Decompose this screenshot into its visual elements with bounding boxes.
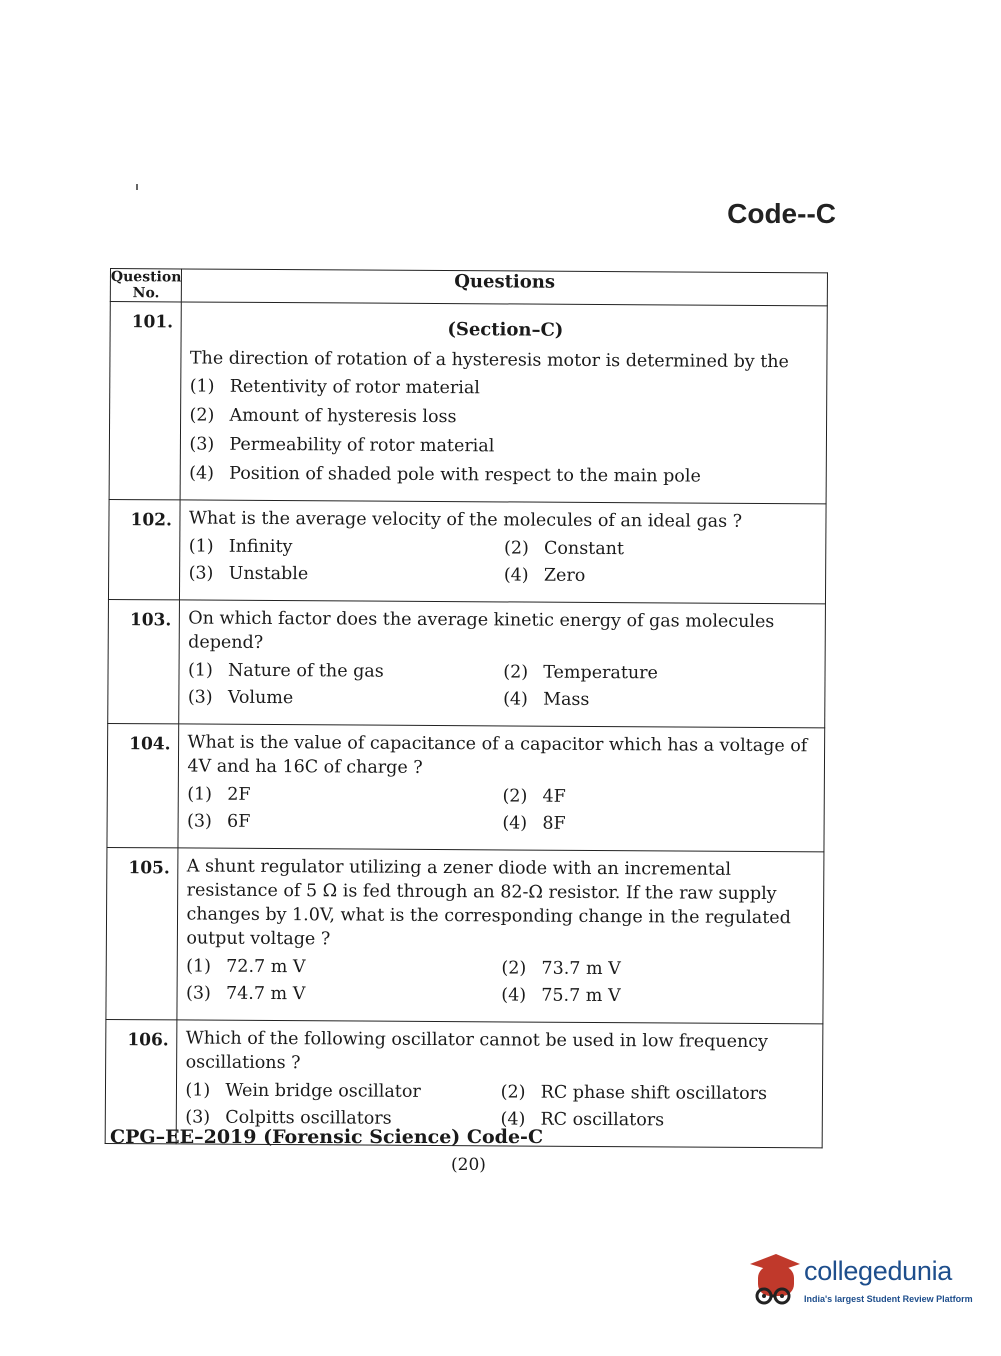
question-stem: The direction of rotation of a hysteresis motor is determined by the — [189, 348, 790, 373]
question-row — [108, 599, 826, 727]
option-number: (1) — [188, 536, 214, 557]
option-number: (2) — [500, 1082, 526, 1103]
option-item — [504, 536, 819, 562]
option-text: Constant — [543, 538, 625, 560]
option-item — [189, 561, 504, 587]
option-text: 74.7 m V — [225, 983, 306, 1005]
option-number: (1) — [187, 660, 213, 681]
option-item — [502, 784, 817, 810]
question-body — [178, 724, 824, 852]
page-number: (20) — [451, 1155, 486, 1175]
option-number: (2) — [503, 662, 529, 683]
option-text: 75.7 m V — [541, 985, 621, 1007]
option-number: (1) — [189, 376, 215, 397]
options-list — [186, 954, 817, 1009]
question-number: 102. — [108, 499, 180, 599]
option-text: 6F — [227, 811, 251, 832]
option-number: (3) — [185, 1107, 211, 1128]
question-stem: On which factor does the average kinetic energy of gas molecules depend? — [188, 608, 775, 653]
option-text: Volume — [227, 687, 294, 709]
option-text: 2F — [227, 784, 251, 805]
options-list — [188, 658, 819, 713]
option-text: Infinity — [228, 536, 293, 558]
option-text: Zero — [543, 565, 586, 586]
option-number: (4) — [502, 813, 528, 834]
option-text: Wein bridge oscillator — [225, 1080, 421, 1102]
option-text: Nature of the gas — [227, 660, 384, 682]
option-number: (4) — [189, 463, 215, 484]
option-number: (4) — [501, 985, 527, 1006]
option-number: (3) — [185, 983, 211, 1004]
option-item — [503, 687, 818, 713]
question-row — [106, 847, 824, 1023]
option-text: Unstable — [228, 563, 309, 585]
option-item — [187, 809, 502, 835]
options-list — [189, 534, 820, 589]
question-number: 104. — [107, 723, 179, 847]
option-text: Permeability of rotor material — [229, 434, 495, 457]
option-text: Mass — [543, 689, 590, 710]
options-list — [189, 374, 820, 489]
option-number: (1) — [186, 956, 212, 977]
logo-wordmark: collegedunia — [804, 1256, 953, 1286]
question-table — [105, 268, 828, 1148]
option-number: (2) — [503, 538, 529, 559]
question-number: 101. — [109, 302, 182, 500]
option-item — [187, 782, 502, 808]
option-number: (3) — [187, 687, 213, 708]
option-number: (3) — [189, 434, 215, 455]
question-rows — [105, 302, 827, 1148]
options-list — [187, 782, 818, 837]
option-text: Colpitts oscillators — [225, 1107, 392, 1129]
option-item — [186, 981, 501, 1007]
section-title: (Section–C) — [447, 319, 564, 341]
option-text: Retentivity of rotor material — [229, 376, 480, 399]
footer-paper-code: CPG–EE–2019 (Forensic Science) Code-C — [110, 1126, 544, 1148]
option-text: 4F — [542, 786, 566, 807]
option-item — [188, 685, 503, 711]
option-item — [501, 956, 816, 982]
option-text: 8F — [542, 813, 566, 834]
question-number: 103. — [108, 599, 180, 723]
option-number: (3) — [187, 811, 212, 832]
question-body — [177, 848, 824, 1024]
table-header-row — [110, 269, 827, 306]
option-item — [502, 811, 817, 837]
option-text: 72.7 m V — [226, 956, 306, 978]
option-item — [185, 1078, 500, 1104]
option-item — [189, 534, 504, 560]
option-text: Amount of hysteresis loss — [229, 405, 457, 428]
col-header-question-no: Question No. — [110, 269, 182, 302]
option-number: (4) — [503, 565, 529, 586]
question-stem: What is the value of capacitance of a capacitor which has a voltage of 4V and ha 16C of charge ? — [187, 732, 808, 778]
question-body — [179, 600, 825, 728]
option-number: (1) — [187, 784, 213, 805]
question-stem: Which of the following oscillator cannot be used in low frequency oscillations ? — [185, 1028, 769, 1074]
option-item — [189, 432, 820, 460]
option-text: RC oscillators — [540, 1109, 665, 1131]
option-number: (1) — [185, 1080, 211, 1101]
collegedunia-logo — [744, 1250, 974, 1312]
option-number: (2) — [189, 405, 215, 426]
mascot-icon — [744, 1250, 802, 1312]
scan-mark — [136, 184, 138, 190]
option-item — [190, 374, 821, 402]
option-number: (2) — [501, 958, 527, 979]
question-row — [108, 499, 826, 603]
question-stem: A shunt regulator utilizing a zener diode with an incremental resistance of 5 Ω is fed through an 82-Ω resistor. If the raw supply changes by 1.0V, what is the corresponding change in the regulated output voltage ? — [186, 856, 791, 950]
question-row — [109, 302, 827, 504]
option-item — [504, 563, 819, 589]
option-item — [188, 658, 503, 684]
question-number: 105. — [106, 847, 179, 1019]
option-text: Temperature — [543, 662, 658, 684]
option-text: 73.7 m V — [541, 958, 621, 980]
option-text: Position of shaded pole with respect to the main pole — [229, 463, 701, 487]
option-item — [500, 1107, 815, 1133]
question-body — [181, 302, 828, 504]
option-number: (2) — [502, 786, 528, 807]
option-item — [501, 1080, 816, 1106]
option-item — [186, 954, 501, 980]
option-number: (3) — [188, 563, 214, 584]
option-item — [189, 403, 820, 431]
option-item — [501, 983, 816, 1009]
option-number: (4) — [503, 689, 528, 710]
question-body — [180, 500, 826, 604]
question-row — [107, 723, 825, 851]
col-header-questions: Questions — [182, 269, 828, 306]
option-item — [503, 660, 818, 686]
option-number: (4) — [500, 1109, 526, 1130]
paper-code-label: Code--C — [727, 198, 836, 229]
option-item — [189, 461, 820, 489]
question-stem: What is the average velocity of the molecules of an ideal gas ? — [188, 508, 743, 532]
question-number: 106. — [105, 1019, 177, 1143]
logo-tagline: India's largest Student Review Platform — [804, 1294, 973, 1304]
option-text: RC phase shift oscillators — [540, 1082, 768, 1105]
